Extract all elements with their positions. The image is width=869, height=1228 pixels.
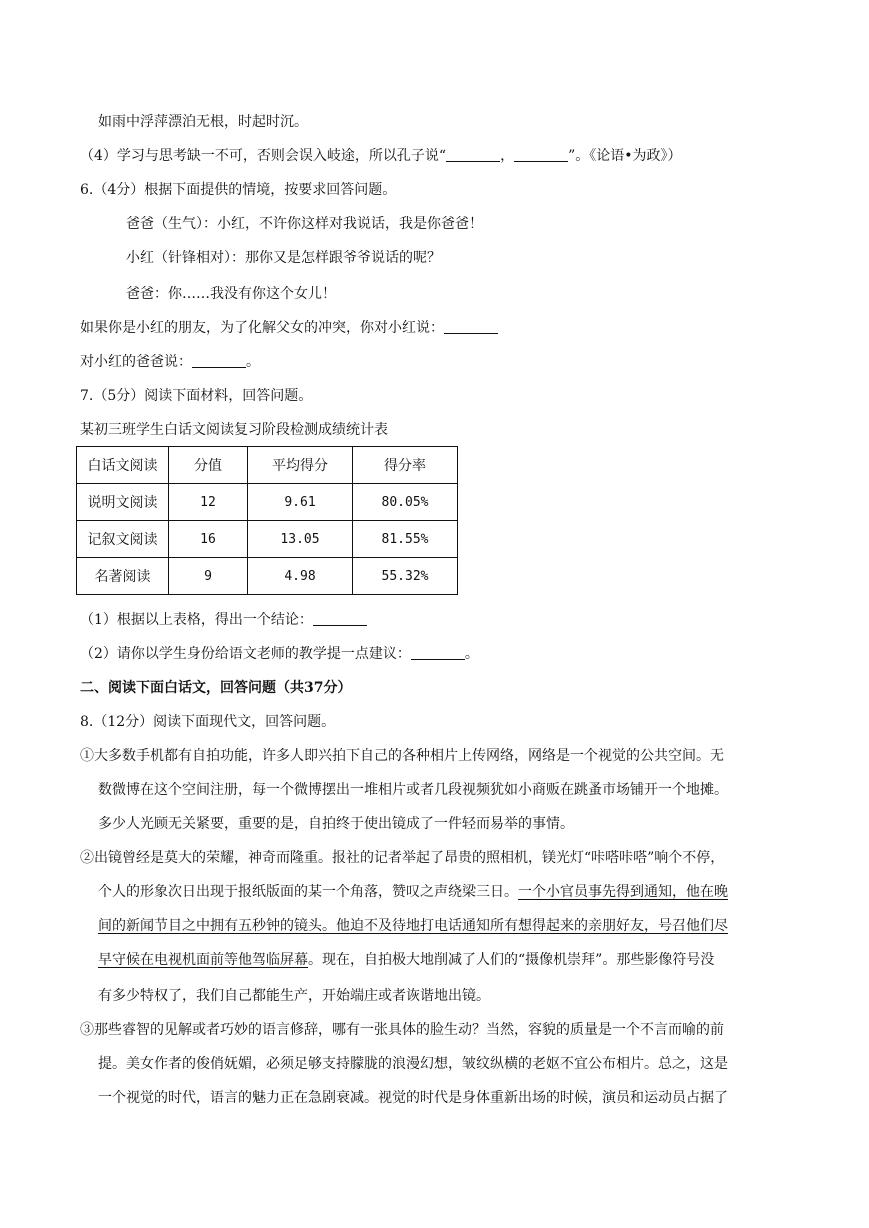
q7a-text: （1）根据以上表格，得出一个结论： — [80, 612, 313, 628]
table-header: 白话文阅读 — [77, 447, 169, 484]
question-7a — [80, 610, 367, 630]
table-cell: 名著阅读 — [77, 558, 169, 595]
paragraph-line: 提。美女作者的俊俏妩媚，必须足够支持朦胧的浪漫幻想，皱纹纵横的老妪不宜公布相片。总之，这是 — [98, 1056, 728, 1072]
table-cell: 12 — [169, 484, 248, 521]
table-header-row — [77, 447, 458, 484]
q6b-end: 。 — [246, 354, 260, 370]
dialogue-line: 爸爸：你……我没有你这个女儿！ — [126, 286, 336, 302]
question-6a — [80, 318, 498, 338]
q4-prefix: （4）学习与思考缺一不可，否则会误入岐途，所以孔子说“ — [80, 148, 447, 164]
answer-blank — [446, 147, 500, 162]
dialogue-line: 爸爸（生气）：小红，不许你这样对我说话，我是你爸爸！ — [126, 216, 483, 232]
answer-blank — [514, 147, 568, 162]
table-cell: 80.05% — [353, 484, 458, 521]
q7b-end: 。 — [464, 646, 479, 662]
table-cell: 9.61 — [248, 484, 353, 521]
table-cell: 记叙文阅读 — [77, 521, 169, 558]
paragraph-line — [98, 882, 728, 902]
paragraph-line: 一个视觉的时代，语言的魅力正在急剧衰减。视觉的时代是身体重新出场的时候，演员和运动员占据了 — [98, 1090, 728, 1106]
answer-blank — [411, 645, 465, 660]
table-title: 某初三班学生白话文阅读复习阶段检测成绩统计表 — [80, 422, 388, 438]
q6a-text: 如果你是小红的朋友，为了化解父女的冲突，你对小红说： — [80, 320, 444, 336]
q4-suffix: ”。《论语•为政》） — [568, 148, 682, 164]
paragraph-line: ②出镜曾经是莫大的荣耀，神奇而隆重。报社的记者举起了昂贵的照相机，镁光灯“咔嗒咔嗒”响个不停， — [80, 850, 725, 866]
q4-comma: ， — [500, 148, 515, 164]
table-cell: 说明文阅读 — [77, 484, 169, 521]
table-header: 分值 — [169, 447, 248, 484]
table-cell: 55.32% — [353, 558, 458, 595]
underlined-text: 早守候在电视机面前等他驾临屏幕 — [98, 952, 308, 968]
table-cell: 4.98 — [248, 558, 353, 595]
table-cell: 81.55% — [353, 521, 458, 558]
answer-blank — [192, 353, 246, 368]
table-row — [77, 521, 458, 558]
answer-blank — [444, 319, 498, 334]
table-cell: 16 — [169, 521, 248, 558]
answer-blank — [313, 611, 367, 626]
text-span: 个人的形象次日出现于报纸版面的某一个角落，赞叹之声绕梁三日。 — [98, 884, 518, 900]
question-8: 8.（12分）阅读下面现代文，回答问题。 — [80, 714, 336, 730]
paragraph-line: 有多少特权了，我们自己都能生产，开始端庄或者诙谐地出镜。 — [98, 988, 490, 1004]
paragraph-line: ③那些睿智的见解或者巧妙的语言修辞，哪有一张具体的脸生动？当然，容貌的质量是一个不言而喻的前 — [80, 1022, 724, 1038]
paragraph-line — [98, 950, 714, 970]
text-line: 如雨中浮萍漂泊无根，时起时沉。 — [98, 114, 308, 130]
paragraph-line: 多少人光顾无关紧要，重要的是，自拍终于使出镜成了一件轻而易举的事情。 — [98, 816, 574, 832]
section-heading: 二、阅读下面白话文，回答问题（共37分） — [80, 680, 352, 696]
question-7: 7.（5分）阅读下面材料，回答问题。 — [80, 388, 313, 404]
question-6: 6.（4分）根据下面提供的情境，按要求回答问题。 — [80, 182, 397, 198]
table-cell: 13.05 — [248, 521, 353, 558]
table-header: 平均得分 — [248, 447, 353, 484]
text-span: 。现在，自拍极大地削减了人们的“摄像机崇拜”。那些影像符号没 — [308, 952, 715, 968]
table-cell: 9 — [169, 558, 248, 595]
question-7b — [80, 644, 479, 664]
score-table — [76, 446, 458, 595]
dialogue-line: 小红（针锋相对）：那你又是怎样跟爷爷说话的呢？ — [126, 250, 441, 266]
underlined-text: 间的新闻节目之中拥有五秒钟的镜头。他迫不及待地打电话通知所有想得起来的亲朋好友，号召他们尽 — [98, 918, 728, 934]
paragraph-line: 数微博在这个空间注册，每一个微博摆出一堆相片或者几段视频犹如小商贩在跳蚤市场铺开一个地摊。 — [98, 782, 728, 798]
q6b-text: 对小红的爸爸说： — [80, 354, 192, 370]
q7b-text: （2）请你以学生身份给语文老师的教学提一点建议： — [80, 646, 411, 662]
underlined-text: 一个小官员事先得到通知，他在晚 — [518, 884, 728, 900]
paragraph-line: ①大多数手机都有自拍功能，许多人即兴拍下自己的各种相片上传网络，网络是一个视觉的公共空间。无 — [80, 748, 724, 764]
table-header: 得分率 — [353, 447, 458, 484]
table-row — [77, 484, 458, 521]
table-row — [77, 558, 458, 595]
question-6b — [80, 352, 260, 372]
question-4 — [80, 146, 682, 166]
